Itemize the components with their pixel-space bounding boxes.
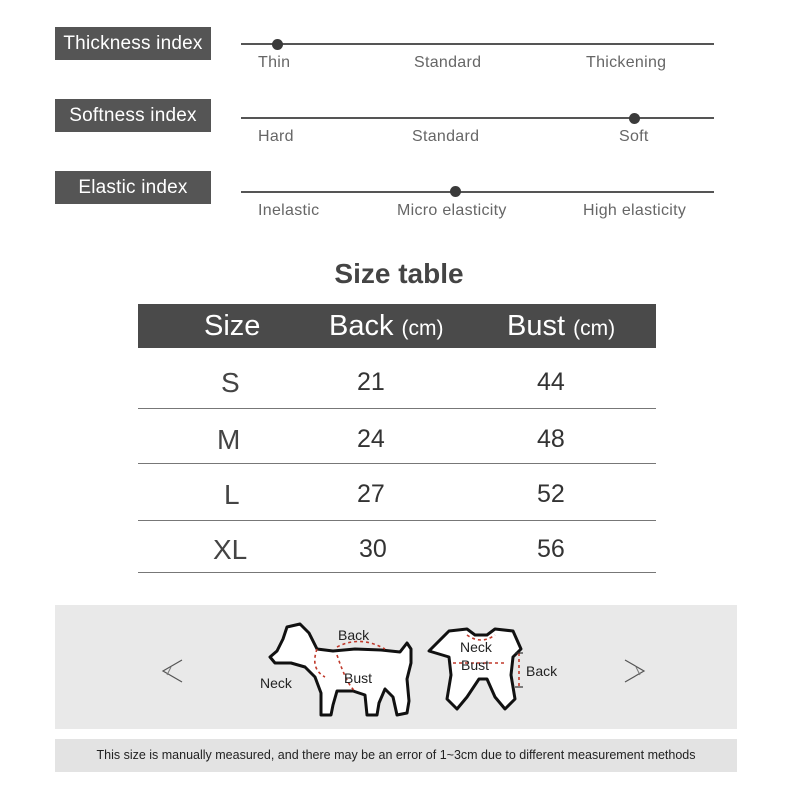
cell-bust: 44 [537, 368, 565, 396]
elastic-scale-line [241, 191, 714, 193]
cell-bust: 48 [537, 425, 565, 453]
measurement-note: This size is manually measured, and there may be an error of 1~3cm due to different measurement methods [55, 739, 737, 772]
size-table-header [138, 304, 656, 348]
header-bust: Bust (cm) [507, 310, 616, 342]
thickness-marker [272, 39, 283, 50]
chevron-left-icon[interactable] [163, 660, 182, 682]
softness-option-hard: Hard [258, 128, 294, 145]
softness-scale-line [241, 117, 714, 119]
cell-size: M [217, 424, 241, 455]
chevron-right-icon[interactable] [625, 660, 644, 682]
cell-bust: 56 [537, 535, 565, 563]
garment-back-label: Back [526, 663, 558, 679]
softness-index-label: Softness index [55, 99, 211, 132]
row-divider [138, 572, 656, 573]
measurement-diagram [55, 605, 737, 729]
cell-size: XL [213, 534, 248, 565]
dog-bust-label: Bust [344, 670, 373, 686]
elastic-index-label: Elastic index [55, 171, 211, 204]
softness-marker [629, 113, 640, 124]
garment-neck-label: Neck [460, 639, 492, 655]
garment-bust-label: Bust [461, 657, 490, 673]
row-divider [138, 520, 656, 521]
dog-neck-label: Neck [260, 675, 292, 691]
header-size: Size [204, 310, 261, 342]
elastic-option-inelastic: Inelastic [258, 202, 320, 219]
thickness-option-thickening: Thickening [586, 54, 667, 71]
softness-option-soft: Soft [619, 128, 649, 145]
cell-back: 30 [359, 535, 387, 563]
softness-option-standard: Standard [412, 128, 480, 145]
size-table-title: Size table [334, 258, 464, 289]
thickness-option-thin: Thin [258, 54, 291, 71]
thickness-scale-line [241, 43, 714, 45]
elastic-option-high: High elasticity [583, 202, 687, 219]
dog-back-label: Back [338, 627, 370, 643]
thickness-option-standard: Standard [414, 54, 482, 71]
cell-size: L [224, 479, 240, 510]
row-divider [138, 408, 656, 409]
cell-size: S [221, 367, 240, 398]
elastic-marker [450, 186, 461, 197]
cell-back: 27 [357, 480, 385, 508]
header-back: Back (cm) [329, 310, 444, 342]
cell-bust: 52 [537, 480, 565, 508]
elastic-option-micro: Micro elasticity [397, 202, 507, 219]
cell-back: 24 [357, 425, 385, 453]
cell-back: 21 [357, 368, 385, 396]
thickness-index-label: Thickness index [55, 27, 211, 60]
row-divider [138, 463, 656, 464]
